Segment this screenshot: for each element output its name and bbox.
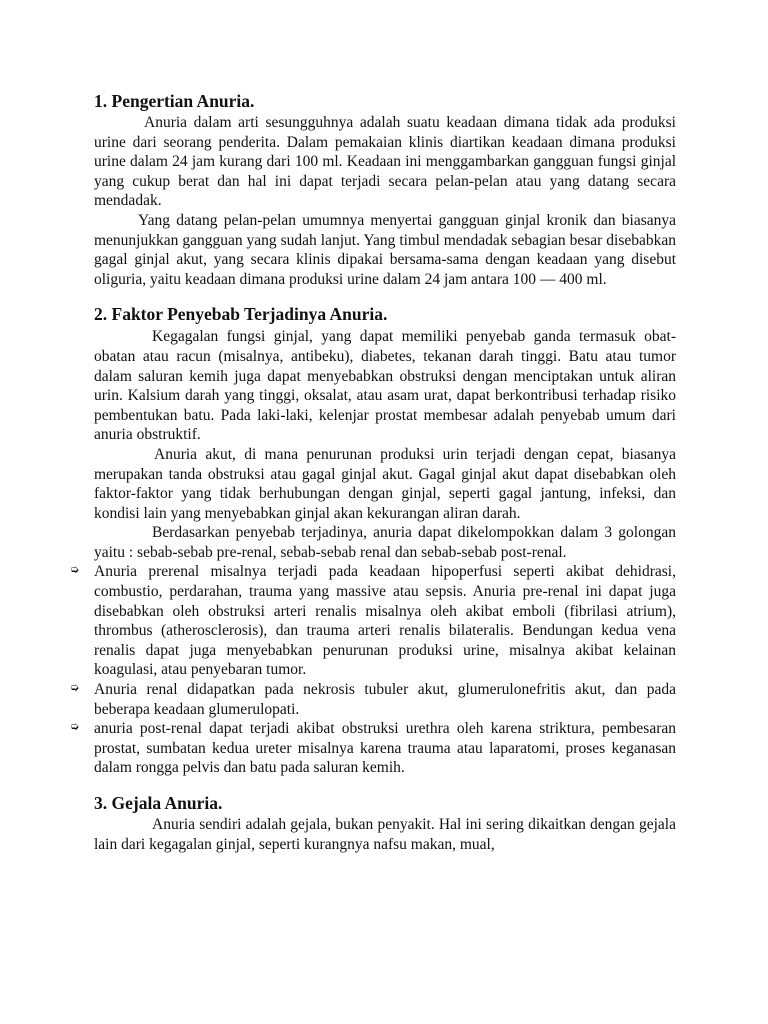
list-item-text: Anuria prerenal misalnya terjadi pada keadaan hipoperfusi seperti akibat dehidrasi, combustio, perdarahan, trauma yang massive atau sepsis. Anuria pre-renal ini dapat juga disebabkan oleh obstruksi arteri renalis misalnya oleh akibat emboli (fibrilasi atrium), thrombus (atherosclerosis), dan trauma arteri renalis bilateralis. Bendungan kedua vena renalis dapat juga menyebabkan penurunan produksi urine, misalnya akibat kelainan koagulasi, atau penyebaran tumor. bbox=[94, 563, 676, 679]
section-heading-faktor-penyebab: 2. Faktor Penyebab Terjadinya Anuria. bbox=[94, 304, 388, 325]
paragraph: Anuria akut, di mana penurunan produksi urin terjadi dengan cepat, biasanya merupakan tanda obstruksi atau gagal ginjal akut. Gagal ginjal akut dapat disebabkan oleh faktor-faktor yang tidak berhubungan dengan ginjal, seperti gagal jantung, infeksi, dan kondisi lain yang menyebabkan ginjal akan kekurangan aliran darah. bbox=[94, 445, 676, 522]
section-heading-pengertian: 1. Pengertian Anuria. bbox=[94, 91, 255, 111]
arrow-bullet-icon: ➭ bbox=[70, 681, 80, 695]
section-heading-gejala: 3. Gejala Anuria. bbox=[94, 793, 223, 813]
arrow-bullet-icon: ➭ bbox=[70, 720, 80, 734]
list-item bbox=[70, 719, 676, 778]
list-item-text: Anuria renal didapatkan pada nekrosis tubuler akut, glumerulonefritis akut, dan pada beberapa keadaan glumerulopati. bbox=[94, 681, 676, 718]
cause-list bbox=[70, 562, 676, 778]
paragraph: Berdasarkan penyebab terjadinya, anuria dapat dikelompokkan dalam 3 golongan yaitu : sebab-sebab pre-renal, sebab-sebab renal dan sebab-sebab post-renal. bbox=[94, 524, 676, 561]
list-item-text: anuria post-renal dapat terjadi akibat obstruksi urethra oleh karena striktura, pembesaran prostat, sumbatan kedua ureter misalnya karena trauma atau laparatomi, proses keganasan dalam rongga pelvis dan batu pada saluran kemih. bbox=[94, 720, 676, 777]
arrow-bullet-icon: ➭ bbox=[70, 563, 80, 577]
list-item bbox=[70, 562, 676, 680]
paragraph: Anuria dalam arti sesungguhnya adalah suatu keadaan dimana tidak ada produksi urine dari seorang penderita. Dalam pemakaian klinis diartikan keadaan dimana produksi urine dalam 24 jam kurang dari 100 ml. Keadaan ini menggambarkan gangguan fungsi ginjal yang cukup berat dan hal ini dapat terjadi secara pelan-pelan atau yang datang secara mendadak. bbox=[94, 114, 676, 210]
paragraph: Kegagalan fungsi ginjal, yang dapat memiliki penyebab ganda termasuk obat-obatan atau racun (misalnya, antibeku), diabetes, tekanan darah tinggi. Batu atau tumor dalam saluran kemih juga dapat menyebabkan obstruksi dengan menciptakan untuk aliran urin. Kalsium darah yang tinggi, oksalat, atau asam urat, dapat berkontribusi terhadap risiko pembentukan batu. Pada laki-laki, kelenjar prostat membesar adalah penyebab umum dari anuria obstruktif. bbox=[94, 328, 676, 444]
paragraph: Anuria sendiri adalah gejala, bukan penyakit. Hal ini sering dikaitkan dengan gejala lain dari kegagalan ginjal, seperti kurangnya nafsu makan, mual, bbox=[94, 816, 676, 853]
list-item bbox=[70, 680, 676, 719]
document-page bbox=[70, 90, 676, 854]
paragraph: Yang datang pelan-pelan umumnya menyertai gangguan ginjal kronik dan biasanya menunjukkan gangguan yang sudah lanjut. Yang timbul mendadak sebagian besar disebabkan gagal ginjal akut, yang secara klinis dipakai bersama-sama dengan keadaan yang disebut oliguria, yaitu keadaan dimana produksi urine dalam 24 jam antara 100 — 400 ml. bbox=[94, 211, 676, 288]
